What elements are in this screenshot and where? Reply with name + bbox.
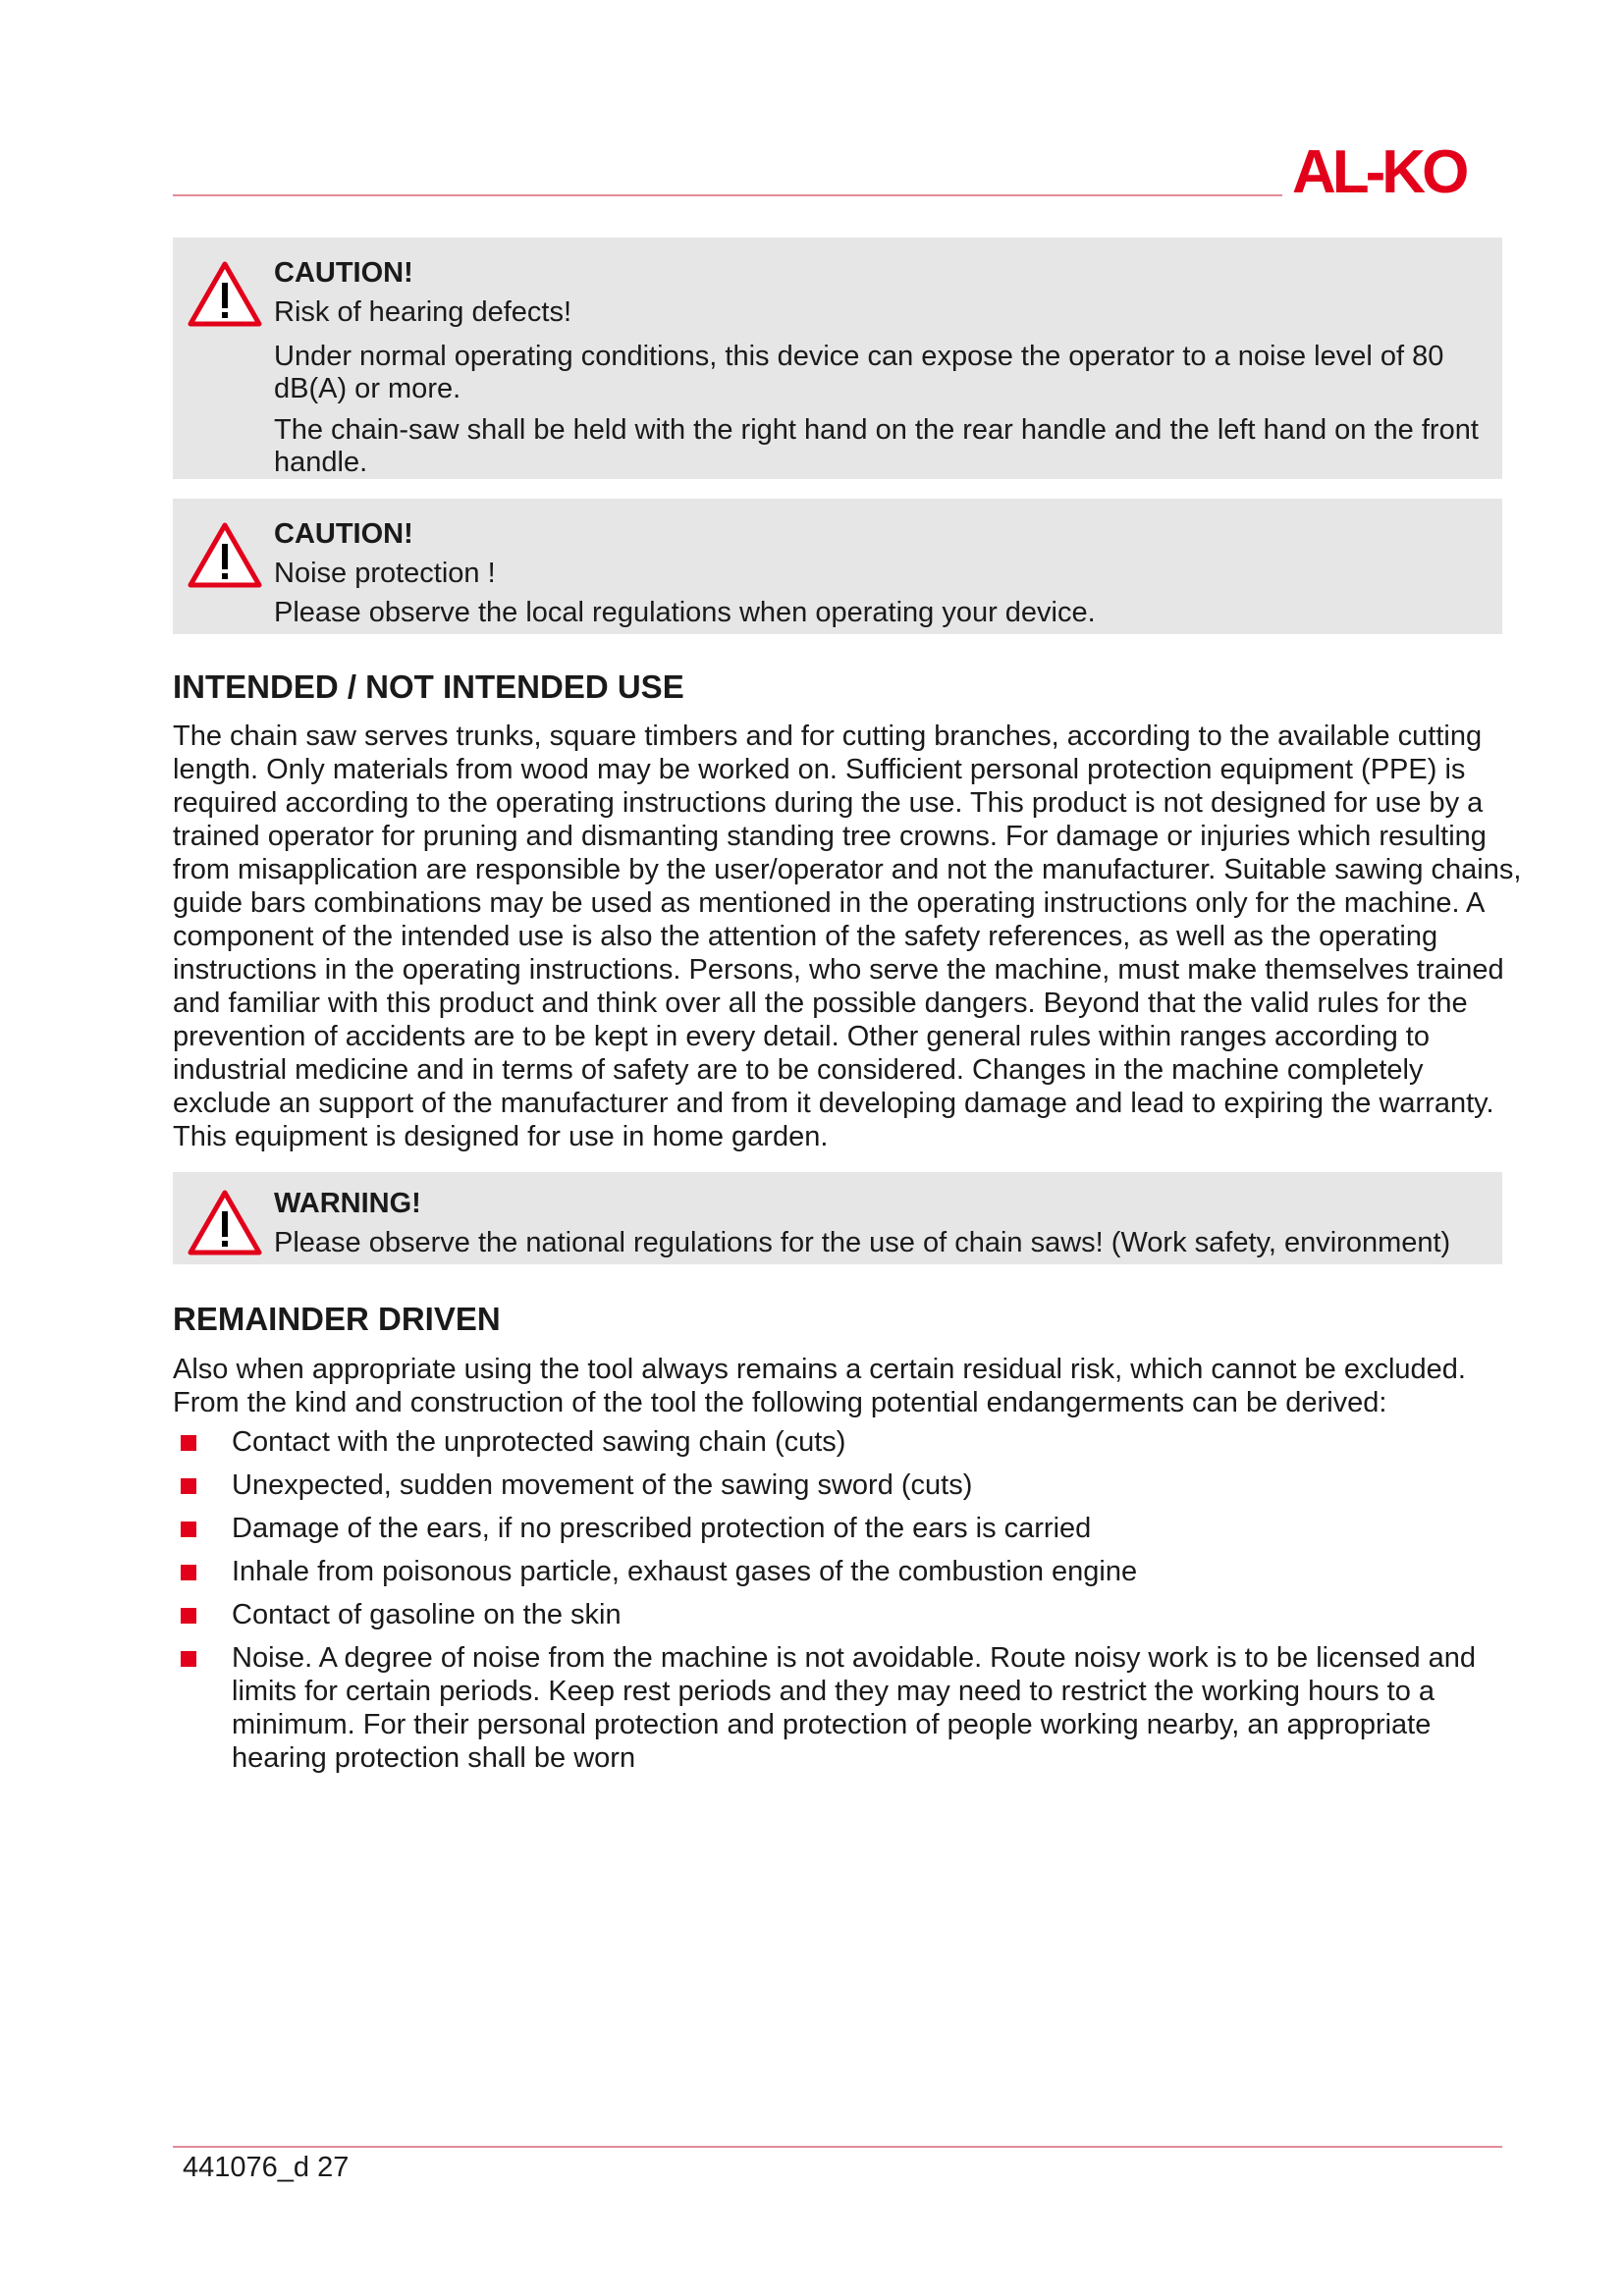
section-heading-intended-use: INTENDED / NOT INTENDED USE: [173, 668, 684, 705]
warning-triangle-icon: [187, 1188, 263, 1256]
bullet-square-icon: [181, 1608, 196, 1624]
notice-text: The chain-saw shall be held with the right hand on the rear handle and the left hand on the front handle.: [274, 414, 1479, 478]
risk-list: [173, 1425, 1508, 1785]
notice-text: Please observe the local regulations when operating your device.: [274, 597, 1096, 628]
footer-rule: [173, 2146, 1502, 2148]
caution-box-hearing: [173, 238, 1502, 479]
list-item: [173, 1468, 1508, 1502]
notice-text: Under normal operating conditions, this device can expose the operator to a noise level of 80 dB(A) or more.: [274, 341, 1444, 404]
bullet-square-icon: [181, 1522, 196, 1537]
bullet-square-icon: [181, 1651, 196, 1667]
bullet-square-icon: [181, 1478, 196, 1494]
list-item: [173, 1598, 1508, 1631]
bullet-square-icon: [181, 1565, 196, 1580]
list-item-text: Noise. A degree of noise from the machine is not avoidable. Route noisy work is to be licensed and limits for certain periods. Keep rest periods and they may need to restrict the working hours to a minimum. For their personal protection and protection of people working nearby, an appropriate hearing protection shall be worn: [232, 1642, 1477, 1774]
notice-text: Risk of hearing defects!: [274, 296, 572, 328]
page-reference: 441076_d 27: [183, 2152, 350, 2183]
list-item-text: Contact with the unprotected sawing chain (cuts): [232, 1426, 846, 1458]
list-item-text: Unexpected, sudden movement of the sawing sword (cuts): [232, 1469, 973, 1501]
notice-text: Please observe the national regulations for the use of chain saws! (Work safety, environment): [274, 1227, 1451, 1258]
notice-title: WARNING!: [274, 1188, 421, 1219]
alko-logo: [1292, 141, 1510, 198]
warning-box-regulations: [173, 1172, 1502, 1264]
caution-box-noise: [173, 499, 1502, 634]
section-heading-remainder: REMAINDER DRIVEN: [173, 1301, 501, 1337]
notice-title: CAUTION!: [274, 518, 413, 550]
warning-triangle-icon: [187, 259, 263, 328]
list-item: [173, 1512, 1508, 1545]
warning-triangle-icon: [187, 520, 263, 589]
header-rule: [173, 194, 1282, 196]
notice-title: CAUTION!: [274, 257, 413, 289]
intended-use-text: The chain saw serves trunks, square timbers and for cutting branches, according to the available cutting length. Only materials from wood may be worked on. Sufficient personal protection equipment (PPE) is required according to the operating instructions during the use. This product is not designed for use by a trained operator for pruning and dismanting standing tree crowns. For damage or injuries which resulting from misapplication are responsible by the user/operator and not the manufacturer. Suitable sawing chains, guide bars combinations may be used as mentioned in the operating instructions only for the machine. A component of the intended use is also the attention of the safety references, as well as the operating instructions in the operating instructions. Persons, who serve the machine, must make themselves trained and familiar with this product and think over all the possible dangers. Beyond that the valid rules for the prevention of accidents are to be kept in every detail. Other general rules within ranges according to industrial medicine and in terms of safety are to be considered. Changes in the machine completely exclude an support of the manufacturer and from it developing damage and lead to expiring the warranty. This equipment is designed for use in home garden.: [173, 721, 1522, 1152]
list-item-text: Inhale from poisonous particle, exhaust gases of the combustion engine: [232, 1556, 1138, 1587]
list-item: [173, 1641, 1508, 1775]
list-item: [173, 1425, 1508, 1459]
list-item-text: Contact of gasoline on the skin: [232, 1599, 622, 1630]
logo-text: AL-KO: [1292, 141, 1466, 198]
list-item-text: Damage of the ears, if no prescribed protection of the ears is carried: [232, 1513, 1092, 1544]
list-item: [173, 1555, 1508, 1588]
bullet-square-icon: [181, 1435, 196, 1451]
remainder-intro-text: Also when appropriate using the tool always remains a certain residual risk, which cannot be excluded. From the kind and construction of the tool the following potential endangerments can be derived:: [173, 1354, 1466, 1418]
notice-text: Noise protection !: [274, 558, 496, 589]
